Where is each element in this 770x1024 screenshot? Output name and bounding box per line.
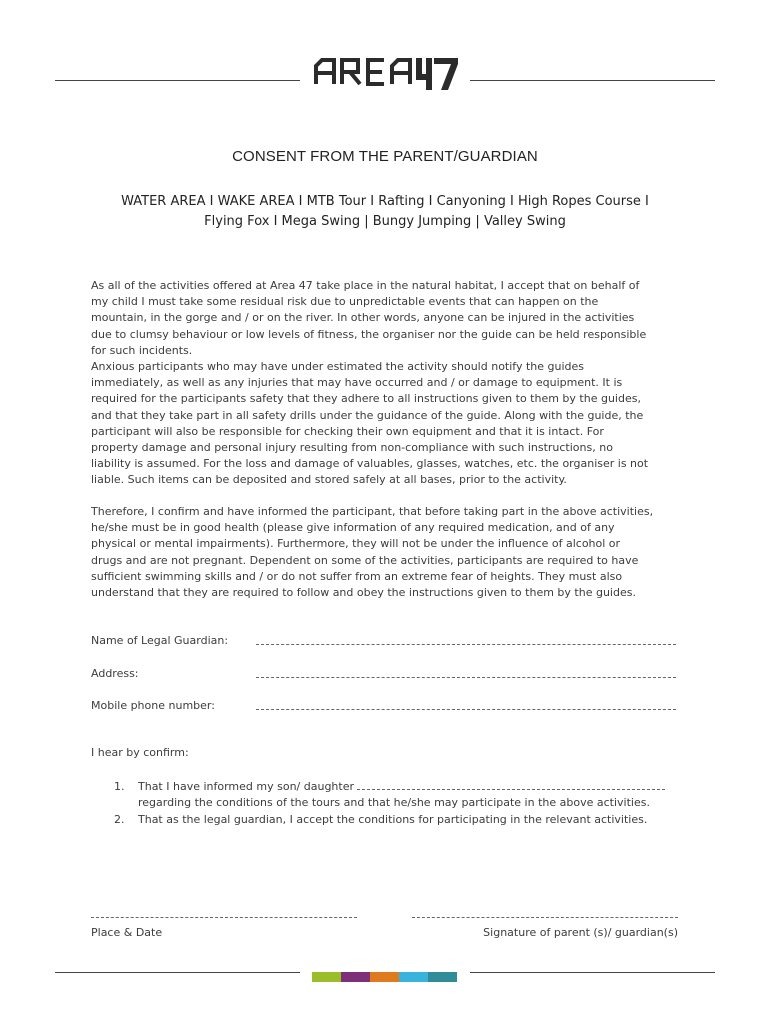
signature-label: Signature of parent (s)/ guardian(s) (483, 926, 678, 939)
text-line: sufficient swimming skills and / or do not suffer from an extreme fear of heights. They must also (91, 569, 623, 583)
footer-color-bar-blue (399, 972, 428, 982)
risk-paragraph (91, 278, 691, 489)
header-rule-right (470, 80, 715, 81)
header-rule-left (55, 80, 300, 81)
text-line: physical or mental impairments). Furthermore, they will not be under the influence of alcohol or (91, 537, 621, 551)
page-title: CONSENT FROM THE PARENT/GUARDIAN (232, 148, 538, 165)
confirm-item-1 (138, 780, 665, 793)
text-line: required for the participants safety that they adhere to all instructions given to them by the guides, (91, 392, 641, 406)
signature-field[interactable] (412, 917, 678, 918)
confirm-item-2: That as the legal guardian, I accept the conditions for participating in the relevant activities. (138, 813, 648, 826)
footer-rule-right (470, 972, 715, 973)
text-line: participant will also be responsible for checking their own equipment and that it is intact. For (91, 424, 604, 438)
confirmation-paragraph (91, 504, 691, 601)
text-line: property damage and personal injury resulting from non-compliance with such instructions, no (91, 441, 613, 455)
child-name-field[interactable] (357, 781, 665, 790)
guardian-name-field[interactable] (256, 644, 676, 645)
confirm-item-1-continued: regarding the conditions of the tours and that he/she may participate in the above activities. (138, 796, 650, 809)
text-line: for such incidents. (91, 343, 193, 357)
address-field[interactable] (256, 677, 676, 678)
text-line: drugs and are not pregnant. Dependent on some of the activities, participants are required to have (91, 553, 639, 567)
confirm-intro: I hear by confirm: (91, 746, 189, 759)
text-line: Anxious participants who may have under estimated the activity should notify the guides (91, 360, 585, 374)
text-line: he/she must be in good health (please give information of any required medication, and of any (91, 521, 615, 535)
subtitle-line: WATER AREA I WAKE AREA I MTB Tour I Rafting I Canyoning I High Ropes Course I (121, 194, 649, 209)
list-number: 2. (114, 813, 125, 826)
place-date-label: Place & Date (91, 926, 163, 939)
text-line: As all of the activities offered at Area 47 take place in the natural habitat, I accept that on behalf of (91, 279, 640, 292)
footer-color-bar-teal (428, 972, 457, 982)
footer-color-bar-orange (370, 972, 399, 982)
footer-color-bar-green (312, 972, 341, 982)
text-line: immediately, as well as any injuries that may have occurred and / or damage to equipment. It is (91, 376, 623, 390)
text-line: liable. Such items can be deposited and stored safely at all bases, prior to the activity. (91, 473, 567, 487)
text-line: Therefore, I confirm and have informed the participant, that before taking part in the above activities, (91, 505, 654, 518)
mobile-field[interactable] (256, 709, 676, 710)
guardian-name-label: Name of Legal Guardian: (91, 634, 229, 647)
text-line: and that they take part in all safety drills under the guidance of the guide. Along with the guide, the (91, 408, 644, 422)
text-line: understand that they are required to follow and obey the instructions given to them by the guides. (91, 586, 636, 600)
text-line: mountain, in the gorge and / or on the river. In other words, anyone can be injured in the activities (91, 311, 635, 325)
footer-color-bar-purple (341, 972, 370, 982)
text-line: my child I must take some residual risk due to unpredictable events that can happen on the (91, 295, 599, 309)
activities-subtitle (80, 192, 690, 232)
list-number: 1. (114, 780, 125, 793)
footer-rule-left (55, 972, 300, 973)
text-line: liability is assumed. For the loss and damage of valuables, glasses, watches, etc. the organiser is not (91, 457, 649, 471)
address-label: Address: (91, 667, 139, 680)
area47-logo (312, 52, 462, 92)
place-date-field[interactable] (91, 917, 357, 918)
confirm-item-1-text: That I have informed my son/ daughter (138, 780, 354, 793)
subtitle-line: Flying Fox I Mega Swing | Bungy Jumping | Valley Swing (204, 214, 566, 229)
text-line: due to clumsy behaviour or low levels of fitness, the organiser nor the guide can be held responsible (91, 327, 647, 341)
mobile-label: Mobile phone number: (91, 699, 215, 712)
